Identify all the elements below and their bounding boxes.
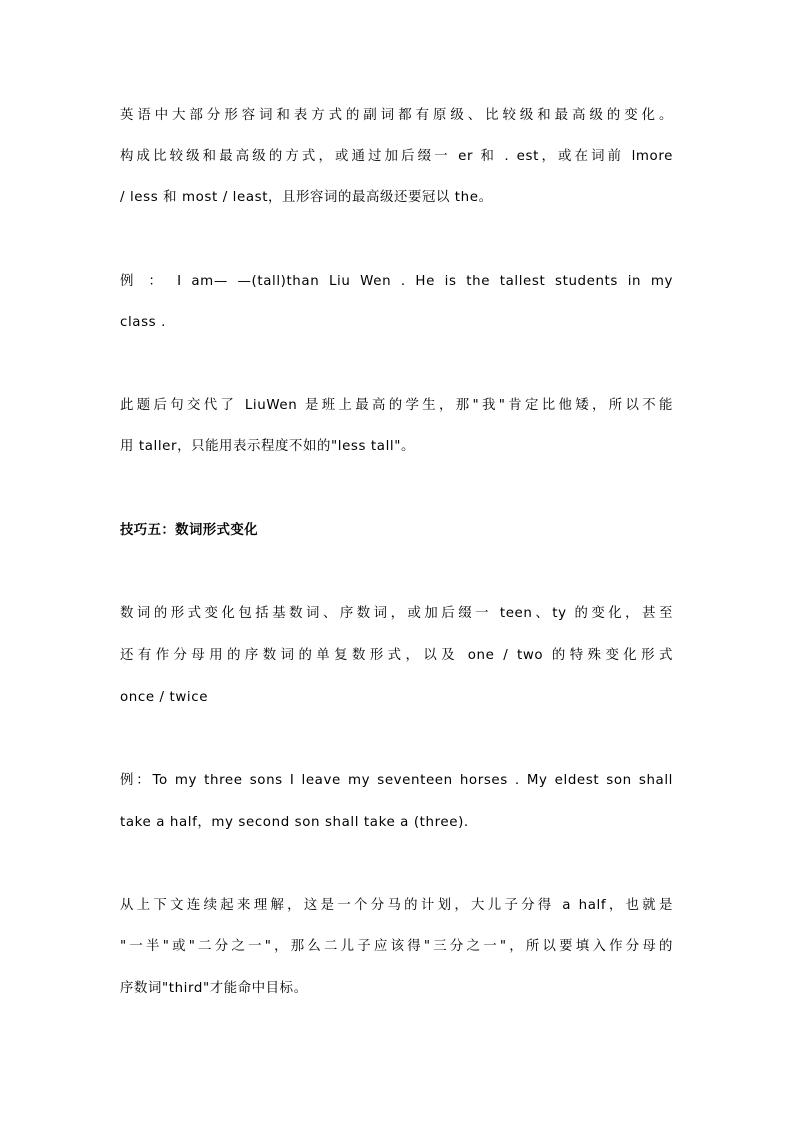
paragraph-2-line-1: 此题后句交代了 LiuWen 是班上最高的学生，那"我"肯定比他矮，所以不能 <box>120 398 673 413</box>
example-2-line-2: take a half，my second son shall take a (three). <box>120 815 469 830</box>
paragraph-3-line-2: 还有作分母用的序数词的单复数形式，以及 one / two 的特殊变化形式 <box>120 648 673 663</box>
paragraph-4-line-1: 从上下文连续起来理解，这是一个分马的计划，大儿子分得 a half，也就是 <box>120 898 673 913</box>
example-1-line-1: 例 ： I am— —(tall)than Liu Wen . He is the tallest students in my <box>120 274 673 289</box>
paragraph-4-line-3: 序数词"third"才能命中目标。 <box>120 981 308 996</box>
paragraph-3-line-3: once / twice <box>120 690 209 705</box>
paragraph-2-line-2: 用 taller，只能用表示程度不如的"less tall"。 <box>120 439 415 454</box>
example-2-line-1: 例：To my three sons I leave my seventeen horses . My eldest son shall <box>120 773 673 788</box>
paragraph-1-line-2: 构成比较级和最高级的方式，或通过加后缀一 er 和 . est，或在词前 lmore <box>120 149 673 164</box>
section-heading: 技巧五：数词形式变化 <box>120 523 258 538</box>
paragraph-4-line-2: "一半"或"二分之一"，那么二儿子应该得"三分之一"，所以要填入作分母的 <box>120 939 673 954</box>
paragraph-3-line-1: 数词的形式变化包括基数词、序数词，或加后缀一 teen、ty 的变化，甚至 <box>120 606 673 621</box>
example-1-line-2: class . <box>120 315 166 330</box>
paragraph-1-line-1: 英语中大部分形容词和表方式的副词都有原级、比较级和最高级的变化。 <box>120 108 673 123</box>
paragraph-1-line-3: / less 和 most / least，且形容词的最高级还要冠以 the。 <box>120 190 493 205</box>
